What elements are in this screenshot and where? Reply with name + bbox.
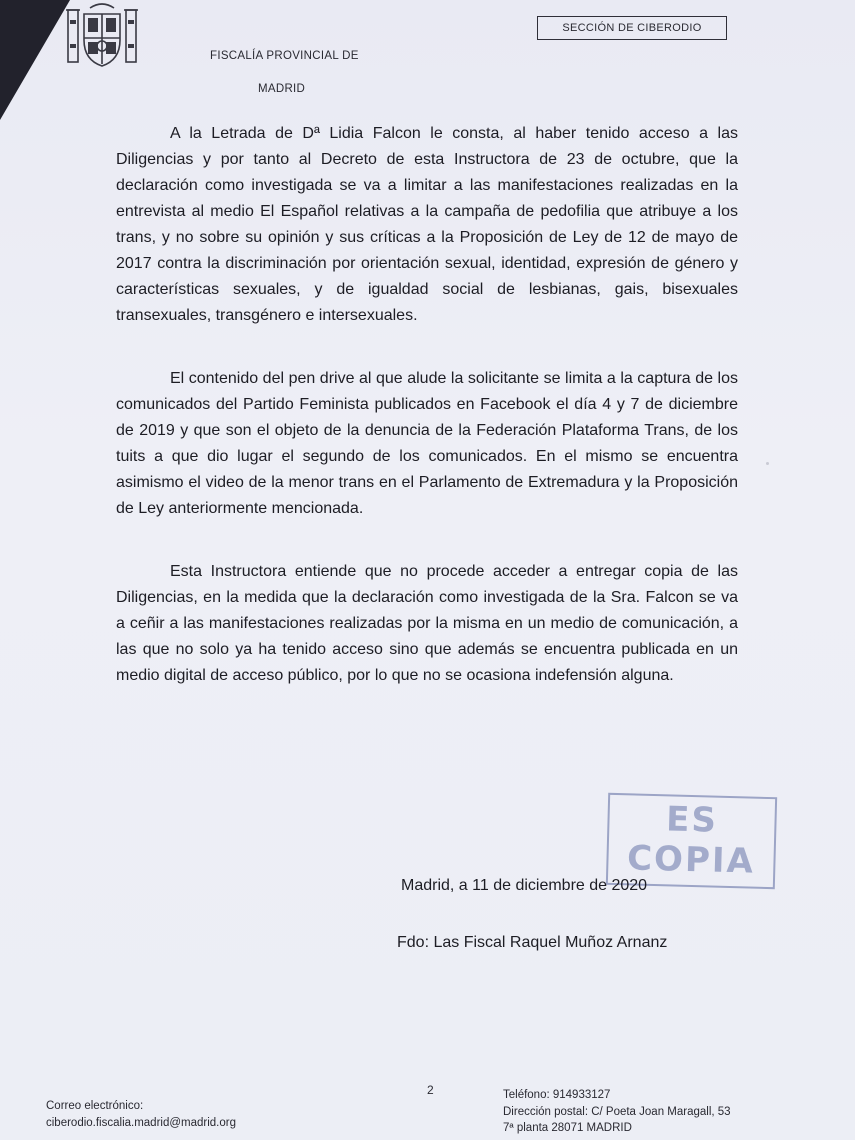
header-subtitle: MADRID <box>258 83 306 95</box>
header-title: FISCALÍA PROVINCIAL DE <box>210 50 359 62</box>
page-number: 2 <box>427 1083 434 1097</box>
speck <box>766 462 769 465</box>
footer-contact-address <box>503 1087 731 1137</box>
address-line-2: 7ª planta 28071 MADRID <box>503 1122 632 1134</box>
paragraph-3: Esta Instructora entiende que no procede acceder a entregar copia de las Diligencias, en la medida que la declaración como investigada de la Sra. Falcon se va a ceñir a las manifestaciones realizadas por la misma en un medio de comunicación, a las que no solo ya ha tenido acceso sino que además se encuentra publicada en un medio digital de acceso público, por lo que no se ocasiona indefensión alguna. <box>116 563 738 684</box>
coat-of-arms-icon <box>62 0 142 70</box>
date-line: Madrid, a 11 de diciembre de 2020 <box>401 877 648 894</box>
footer-contact-email <box>46 1098 236 1132</box>
paragraph-2: El contenido del pen drive al que alude la solicitante se limita a la captura de los comunicados del Partido Feminista publicados en Facebook el día 4 y 7 de diciembre de 2019 y que son el objeto de la denuncia de la Federación Plataforma Trans, de los tuits a que dio lugar el segundo de los comunicados. En el mismo se encuentra asimismo el video de la menor trans en el Parlamento de Extremadura y la Proposición de Ley anteriormente mencionada. <box>116 370 738 517</box>
copy-stamp <box>606 793 777 889</box>
section-label-box: SECCIÓN DE CIBERODIO <box>537 16 727 40</box>
stamp-line-2: COPIA <box>626 838 756 882</box>
letter-body <box>116 121 738 726</box>
phone-number: Teléfono: 914933127 <box>503 1089 611 1101</box>
email-address: ciberodio.fiscalia.madrid@madrid.org <box>46 1117 237 1129</box>
email-label: Correo electrónico: <box>46 1100 144 1112</box>
signature-line: Fdo: Las Fiscal Raquel Muñoz Arnanz <box>397 934 668 951</box>
paragraph-1: A la Letrada de Dª Lidia Falcon le consta, al haber tenido acceso a las Diligencias y por tanto al Decreto de esta Instructora de 23 de octubre, que la declaración como investigada se va a limitar a las manifestaciones realizadas en la entrevista al medio El Español relativas a la campaña de pedofilia que atribuye a los trans, y no sobre su opinión y sus críticas a la Proposición de Ley de 12 de mayo de 2017 contra la discriminación por orientación sexual, identidad, expresión de género y características sexuales, y de igualdad social de lesbianas, gais, bisexuales transexuales, transgénero e intersexuales. <box>116 125 738 324</box>
dark-corner <box>0 0 70 120</box>
address-line-1: Dirección postal: C/ Poeta Joan Maragall, 53 <box>503 1105 731 1118</box>
stamp-line-1: ES <box>665 799 719 841</box>
